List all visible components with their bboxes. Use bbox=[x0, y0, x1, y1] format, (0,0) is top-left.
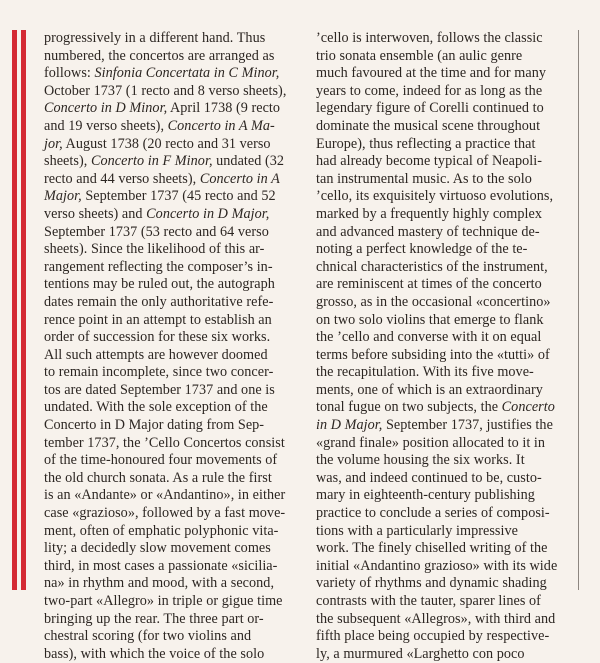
text-line bbox=[316, 153, 574, 171]
right-divider-line bbox=[578, 30, 579, 590]
text-line bbox=[316, 294, 574, 312]
text-line bbox=[44, 523, 300, 541]
text-line bbox=[44, 452, 300, 470]
text-line bbox=[316, 206, 574, 224]
text-segment: dates remain the only authoritative refe- bbox=[44, 293, 274, 310]
text-line bbox=[44, 118, 300, 136]
text-segment: work. The finely chiselled writing of the bbox=[316, 540, 548, 557]
text-segment: numbered, the concertos are arranged as bbox=[44, 47, 275, 64]
text-line bbox=[316, 241, 574, 259]
text-line bbox=[316, 65, 574, 83]
text-segment: order of succession for these six works. bbox=[44, 329, 271, 346]
text-segment: noting a perfect knowledge of the te- bbox=[316, 241, 528, 258]
text-line bbox=[316, 224, 574, 242]
text-segment: variety of rhythms and dynamic shading bbox=[316, 575, 547, 592]
text-line bbox=[316, 83, 574, 101]
text-line bbox=[316, 540, 574, 558]
text-segment: are reminiscent at times of the concerto bbox=[316, 276, 542, 293]
text-line bbox=[44, 593, 300, 611]
text-segment: «grand finale» position allocated to it in bbox=[316, 434, 546, 451]
text-line bbox=[44, 171, 300, 189]
text-line bbox=[316, 435, 574, 453]
text-line bbox=[44, 224, 300, 242]
italic-title-segment: Major, bbox=[44, 188, 82, 205]
text-line bbox=[316, 417, 574, 435]
text-line bbox=[44, 312, 300, 330]
text-segment: lity; a decidedly slow movement comes bbox=[44, 540, 271, 557]
italic-title-segment: Concerto in A Ma- bbox=[167, 117, 275, 134]
text-segment: tentions may be ruled out, the autograph bbox=[44, 276, 275, 293]
text-segment: case «grazioso», followed by a fast move- bbox=[44, 505, 286, 522]
text-line bbox=[316, 188, 574, 206]
text-segment: September 1737, justifies the bbox=[382, 417, 553, 434]
text-line bbox=[44, 259, 300, 277]
text-segment: rence point in an attempt to establish an bbox=[44, 311, 272, 328]
text-line bbox=[316, 100, 574, 118]
text-segment: undated (32 bbox=[212, 153, 285, 170]
text-line bbox=[44, 83, 300, 101]
text-segment: bringing up the rear. The three part or- bbox=[44, 610, 264, 627]
text-line bbox=[316, 575, 574, 593]
text-line bbox=[44, 540, 300, 558]
text-line bbox=[316, 611, 574, 629]
text-segment: bass), with which the voice of the solo bbox=[44, 645, 265, 662]
text-segment: practice to conclude a series of composi- bbox=[316, 505, 550, 522]
text-segment: undated. With the sole exception of the bbox=[44, 399, 268, 416]
text-line bbox=[44, 575, 300, 593]
text-line bbox=[316, 136, 574, 154]
left-text-column bbox=[44, 30, 300, 663]
text-segment: to remain incomplete, since two concer- bbox=[44, 364, 274, 381]
text-segment: contrasts with the tauter, sparer lines of bbox=[316, 593, 541, 609]
text-segment: and 19 verso sheets), bbox=[44, 117, 168, 134]
text-line bbox=[44, 558, 300, 576]
text-line bbox=[316, 30, 574, 48]
text-segment: fifth place being occupied by respective- bbox=[316, 628, 550, 645]
text-line bbox=[44, 347, 300, 365]
text-line bbox=[44, 206, 300, 224]
text-segment: had already become typical of Neapoli- bbox=[316, 153, 543, 170]
text-segment: sheets). Since the likelihood of this ar- bbox=[44, 241, 265, 258]
text-segment: All such attempts are however doomed bbox=[44, 346, 268, 363]
text-segment: the ’cello and converse with it on equal bbox=[316, 329, 542, 346]
text-line bbox=[44, 276, 300, 294]
text-line bbox=[44, 646, 300, 663]
text-line bbox=[316, 558, 574, 576]
text-segment: ment, often of emphatic polyphonic vita- bbox=[44, 522, 279, 539]
text-segment: on two solo violins that emerge to flank bbox=[316, 311, 544, 328]
text-segment: initial «Andantino grazioso» with its wide bbox=[316, 557, 558, 574]
red-margin-bar-inner bbox=[21, 30, 26, 590]
text-segment: chestral scoring (for two violins and bbox=[44, 628, 252, 645]
text-line bbox=[316, 48, 574, 66]
text-segment: was, and indeed continued to be, custo- bbox=[316, 469, 542, 486]
text-line bbox=[316, 628, 574, 646]
italic-title-segment: Concerto in D Major, bbox=[146, 205, 270, 222]
text-segment: tions with a particularly impressive bbox=[316, 522, 518, 539]
text-segment: tember 1737, the ’Cello Concertos consist bbox=[44, 434, 285, 451]
text-line bbox=[44, 329, 300, 347]
text-line bbox=[44, 136, 300, 154]
italic-title-segment: in D Major, bbox=[316, 417, 383, 434]
text-segment: of the time-honoured four movements of bbox=[44, 452, 278, 469]
text-segment: recto and 44 verso sheets), bbox=[44, 170, 200, 187]
text-line bbox=[44, 48, 300, 66]
text-segment: follows: bbox=[44, 65, 95, 82]
text-line bbox=[44, 382, 300, 400]
text-segment: the old church sonata. As a rule the first bbox=[44, 469, 272, 486]
text-segment: terms before subsiding into the «tutti» of bbox=[316, 346, 550, 363]
text-line bbox=[316, 593, 574, 611]
italic-title-segment: Concerto bbox=[501, 399, 555, 416]
text-segment: marked by a frequently highly complex bbox=[316, 205, 543, 222]
text-segment: rangement reflecting the composer’s in- bbox=[44, 258, 273, 275]
text-line bbox=[316, 171, 574, 189]
text-line bbox=[44, 435, 300, 453]
italic-title-segment: jor, bbox=[44, 135, 63, 152]
text-segment: progressively in a different hand. Thus bbox=[44, 30, 266, 46]
text-line bbox=[44, 628, 300, 646]
text-segment: the subsequent «Allegros», with third and bbox=[316, 610, 556, 627]
text-line bbox=[44, 241, 300, 259]
text-line bbox=[316, 364, 574, 382]
text-segment: the recapitulation. With its five move- bbox=[316, 364, 534, 381]
text-segment: chnical characteristics of the instrument, bbox=[316, 258, 548, 275]
text-line bbox=[316, 399, 574, 417]
italic-title-segment: Concerto in F Minor, bbox=[90, 153, 213, 170]
red-margin-bar-outer bbox=[12, 30, 17, 590]
text-line bbox=[316, 118, 574, 136]
italic-title-segment: Concerto in D Minor, bbox=[44, 100, 168, 117]
text-line bbox=[316, 312, 574, 330]
text-segment: tonal fugue on two subjects, the bbox=[316, 399, 502, 416]
text-line bbox=[316, 505, 574, 523]
text-segment: third, in most cases a passionate «sicilia- bbox=[44, 557, 278, 574]
text-segment: dominate the musical scene throughout bbox=[316, 117, 541, 134]
italic-title-segment: Concerto in A bbox=[199, 170, 280, 187]
text-segment: September 1737 (53 recto and 64 verso bbox=[44, 223, 269, 240]
text-segment: ’cello, its exquisitely virtuoso evolutions, bbox=[316, 188, 554, 205]
text-line bbox=[316, 646, 574, 663]
italic-title-segment: Sinfonia Concertata in C Minor, bbox=[94, 65, 280, 82]
text-segment: October 1737 (1 recto and 8 verso sheets), bbox=[44, 82, 287, 99]
text-segment: ments, one of which is an extraordinary bbox=[316, 381, 543, 398]
text-segment: ly, a murmured «Larghetto con poco bbox=[316, 645, 525, 662]
text-segment: na» in rhythm and mood, with a second, bbox=[44, 575, 275, 592]
right-text-column bbox=[316, 30, 574, 663]
text-segment: sheets), bbox=[44, 153, 91, 170]
text-line bbox=[44, 100, 300, 118]
text-segment: Europe), thus reflecting a practice that bbox=[316, 135, 536, 152]
text-segment: tan instrumental music. As to the solo bbox=[316, 170, 532, 187]
text-line bbox=[44, 505, 300, 523]
text-line bbox=[316, 347, 574, 365]
text-segment: trio sonata ensemble (an aulic genre bbox=[316, 47, 523, 64]
text-line bbox=[316, 276, 574, 294]
text-segment: two-part «Allegro» in triple or gigue time bbox=[44, 593, 283, 609]
text-segment: ’cello is interwoven, follows the classic bbox=[316, 30, 543, 46]
text-segment: August 1738 (20 recto and 31 verso bbox=[62, 135, 271, 152]
text-segment: legendary figure of Corelli continued to bbox=[316, 100, 544, 117]
text-segment: grosso, as in the occasional «concertino» bbox=[316, 293, 551, 310]
text-line bbox=[44, 294, 300, 312]
text-segment: April 1738 (9 recto bbox=[167, 100, 281, 117]
text-segment: much favoured at the time and for many bbox=[316, 65, 547, 82]
text-segment: tos are dated September 1737 and one is bbox=[44, 381, 275, 398]
text-line bbox=[44, 487, 300, 505]
text-segment: September 1737 (45 recto and 52 bbox=[81, 188, 276, 205]
text-segment: verso sheets) and bbox=[44, 205, 147, 222]
text-segment: years to come, indeed for as long as the bbox=[316, 82, 543, 99]
text-line bbox=[316, 470, 574, 488]
text-segment: the volume housing the six works. It bbox=[316, 452, 525, 469]
text-line bbox=[316, 382, 574, 400]
text-line bbox=[44, 65, 300, 83]
text-line bbox=[316, 452, 574, 470]
text-line bbox=[316, 259, 574, 277]
text-line bbox=[316, 487, 574, 505]
text-line bbox=[44, 188, 300, 206]
text-line bbox=[44, 30, 300, 48]
text-line bbox=[316, 329, 574, 347]
text-line bbox=[44, 611, 300, 629]
text-line bbox=[44, 364, 300, 382]
text-line bbox=[44, 470, 300, 488]
text-line bbox=[316, 523, 574, 541]
text-segment: Concerto in D Major dating from Sep- bbox=[44, 417, 265, 434]
text-segment: and advanced mastery of technique de- bbox=[316, 223, 540, 240]
text-line bbox=[44, 399, 300, 417]
text-segment: is an «Andante» or «Andantino», in either bbox=[44, 487, 286, 504]
text-line bbox=[44, 153, 300, 171]
text-segment: mary in eighteenth-century publishing bbox=[316, 487, 535, 504]
text-line bbox=[44, 417, 300, 435]
